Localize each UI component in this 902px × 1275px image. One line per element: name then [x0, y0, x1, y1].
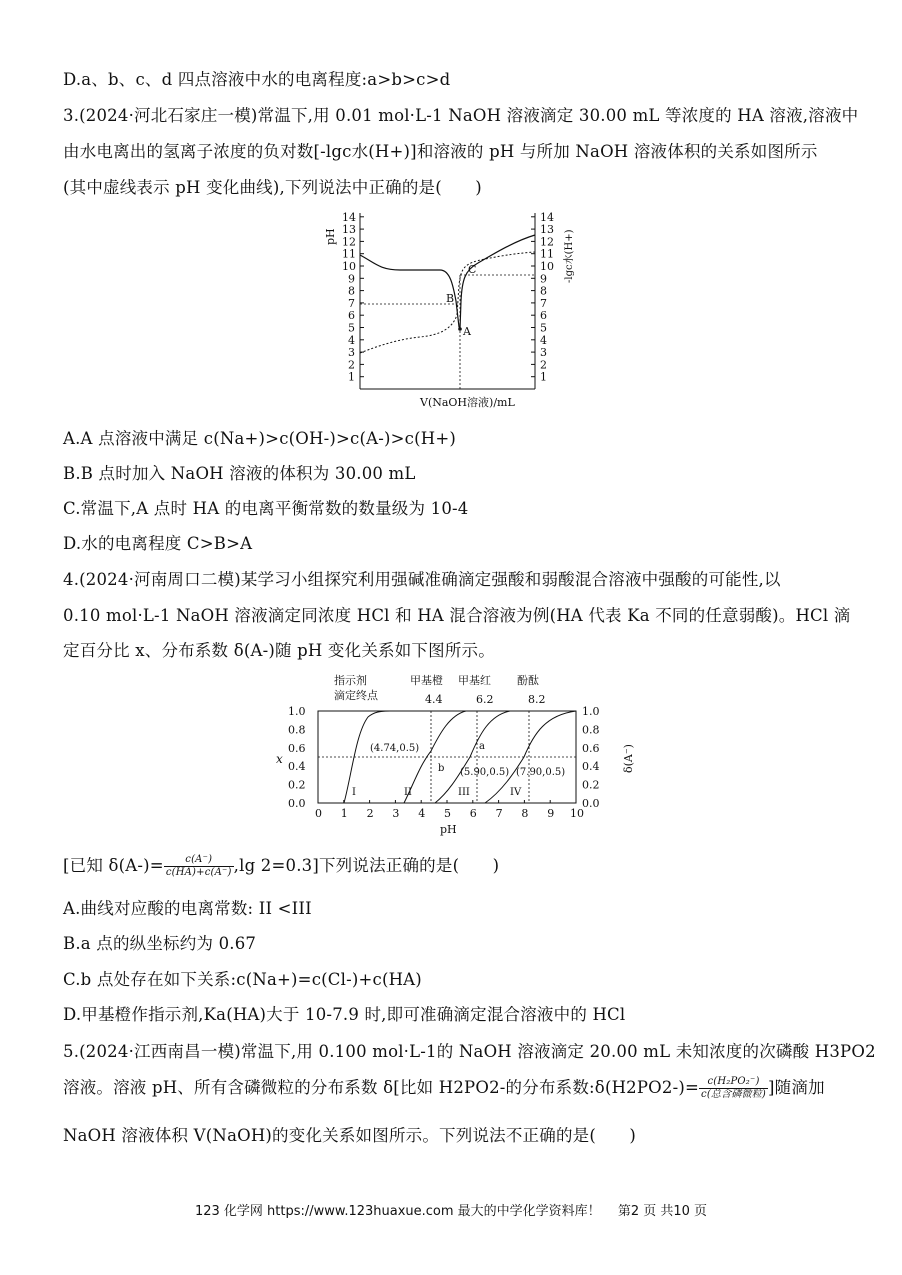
q5-line3: NaOH 溶液体积 V(NaOH)的变化关系如图所示。下列说法不正确的是( )	[63, 1126, 637, 1145]
q4-option-b: B.a 点的纵坐标约为 0.67	[63, 934, 257, 953]
chart2-xtick-label: 8	[521, 807, 529, 820]
chart2-ylabel-left: x	[276, 752, 283, 766]
q4-line2: 0.10 mol·L-1 NaOH 溶液滴定同浓度 HCl 和 HA 混合溶液为例(HA 代表 Ka 不同的任意弱酸)。HCl 滴	[63, 606, 851, 625]
chart2-xtick-label: 1	[340, 807, 348, 820]
annot-3: (7.90,0.5)	[516, 767, 566, 778]
label-A: A	[463, 325, 471, 338]
chart1-tick-label-left: 10	[342, 260, 356, 273]
chart1-tick-label-left: 5	[348, 321, 355, 335]
chart1-ylabel-right: -lgc水(H+)	[564, 229, 575, 283]
water-ionization-curve	[360, 235, 535, 329]
chart1-tick-label-right: 14	[540, 210, 554, 224]
chart1-tick-label-right: 8	[540, 284, 547, 298]
chart1-tick-label-right: 1	[540, 370, 547, 384]
chart2-indicator: 指示剂	[334, 674, 367, 687]
chart1-tick-label-left: 8	[348, 284, 355, 298]
annot-1: (4.74,0.5)	[370, 743, 420, 754]
chart1-tick-label-left: 2	[348, 358, 355, 372]
chart1-tick-label-right: 6	[540, 309, 547, 323]
chart1-tick-label-right: 3	[540, 346, 547, 360]
chart1-tick-label-right: 13	[540, 223, 554, 237]
chart1-tick-label-left: 14	[342, 210, 356, 224]
q3-option-b: B.B 点时加入 NaOH 溶液的体积为 30.00 mL	[63, 464, 416, 483]
curve-label-I: I	[352, 787, 356, 798]
q3-option-c: C.常温下,A 点时 HA 的电离平衡常数的数量级为 10-4	[63, 499, 469, 518]
q3-option-a: A.A 点溶液中满足 c(Na+)>c(OH-)>c(A-)>c(H+)	[63, 429, 457, 448]
chart2-ytick-right: 0.0	[582, 797, 600, 810]
chart2-xtick-label: 0	[315, 807, 322, 820]
q4-line1: 4.(2024·河南周口二模)某学习小组探究利用强碱准确滴定强酸和弱酸混合溶液中强酸的可能性,以	[63, 570, 781, 589]
chart2-mr-v: 6.2	[476, 693, 494, 706]
chart1-tick-label-left: 12	[342, 235, 356, 249]
chart1-tick-label-left: 6	[348, 309, 355, 323]
curve-label-IV: IV	[510, 787, 522, 798]
chart2-mr: 甲基红	[458, 674, 491, 687]
chart1-tick-label-left: 1	[348, 370, 355, 384]
q4-line3: 定百分比 x、分布系数 δ(A-)随 pH 变化关系如下图所示。	[63, 641, 495, 660]
chart1-tick-label-right: 9	[540, 272, 547, 286]
q3-line2: 由水电离出的氢离子浓度的负对数[-lgc水(H+)]和溶液的 pH 与所加 NaOH 溶液体积的关系如图所示	[63, 142, 818, 161]
page-footer: 123 化学网 https://www.123huaxue.com 最大的中学化学资料库！ 第2 页 共10 页	[194, 1204, 708, 1219]
chart1-xlabel: V(NaOH溶液)/mL	[420, 396, 515, 409]
chart1-tick-label-left: 4	[348, 333, 355, 347]
chart2-mo: 甲基橙	[410, 674, 443, 687]
label-C: C	[468, 263, 477, 276]
chart2-ytick-right: 0.2	[582, 778, 600, 792]
distribution-chart-2	[270, 673, 640, 841]
chart2-xtick-label: 5	[444, 807, 451, 820]
titration-chart-1	[320, 205, 590, 417]
chart2-ytick-left: 0.6	[288, 741, 306, 755]
chart2-xtick-label: 7	[495, 807, 503, 820]
q3-option-d: D.水的电离程度 C>B>A	[63, 534, 253, 553]
chart2-xtick-label: 9	[547, 807, 555, 820]
chart2-mo-v: 4.4	[425, 693, 443, 706]
chart1-tick-label-right: 12	[540, 235, 554, 249]
chart1-tick-label-right: 5	[540, 321, 547, 335]
annot-a: a	[479, 741, 485, 752]
chart1-tick-label-right: 7	[540, 296, 547, 310]
chart1-tick-label-left: 11	[342, 247, 356, 261]
chart2-ytick-right: 0.6	[582, 741, 600, 755]
prev-option-d: D.a、b、c、d 四点溶液中水的电离程度:a>b>c>d	[63, 70, 451, 89]
chart1-ylabel-left: pH	[324, 228, 337, 245]
chart2-xlabel: pH	[440, 823, 457, 836]
chart1-tick-label-left: 9	[348, 272, 355, 286]
annot-b: b	[438, 763, 445, 774]
chart2-ytick-right: 0.8	[582, 723, 600, 737]
q4-option-a: A.曲线对应酸的电离常数: II <III	[63, 899, 312, 918]
chart1-tick-label-left: 13	[342, 223, 356, 237]
chart1-tick-label-right: 11	[540, 247, 554, 261]
chart2-ytick-left: 0.8	[288, 723, 306, 737]
q5-line2: 溶液。溶液 pH、所有含磷微粒的分布系数 δ[比如 H2PO2-的分布系数:δ(H2PO2-)= $\frac{\text{c(H₂PO₂⁻)}}{\text{c(总含磷微粒)}}$ ]随滴加	[63, 1076, 825, 1100]
q3-line3: (其中虚线表示 pH 变化曲线),下列说法中正确的是( )	[63, 178, 482, 197]
chart2-xtick-label: 4	[418, 807, 426, 820]
chart2-ytick-right: 0.4	[582, 760, 600, 774]
chart2-ytick-left: 0.0	[288, 797, 306, 810]
q4-option-d: D.甲基橙作指示剂,Ka(HA)大于 10-7.9 时,即可准确滴定混合溶液中的 HCl	[63, 1005, 626, 1024]
point-A	[458, 327, 462, 331]
q4-option-c: C.b 点处存在如下关系:c(Na+)=c(Cl-)+c(HA)	[63, 970, 422, 989]
chart2-xtick-label: 3	[392, 807, 400, 820]
q4-given: [已知 δ(A-)= $\frac{c(A^-)}{c(HA)+c(A^-)}$ ,lg 2=0.3]下列说法正确的是( )	[63, 854, 500, 878]
chart1-tick-label-right: 2	[540, 358, 547, 372]
chart2-ytick-left: 1.0	[288, 705, 306, 718]
chart2-ylabel-right: δ(A⁻)	[622, 744, 635, 773]
curve-label-III: III	[458, 787, 470, 798]
chart2-pp-v: 8.2	[528, 693, 546, 706]
q3-line1: 3.(2024·河北石家庄一模)常温下,用 0.01 mol·L-1 NaOH 溶液滴定 30.00 mL 等浓度的 HA 溶液,溶液中	[63, 106, 859, 125]
chart2-xtick-label: 10	[570, 807, 584, 820]
chart2-endpoint: 滴定终点	[334, 689, 378, 702]
curve-label-II: II	[404, 787, 412, 798]
chart2-ytick-left: 0.4	[288, 760, 306, 774]
annot-2: (5.90,0.5)	[460, 767, 510, 778]
chart1-tick-label-left: 7	[348, 296, 355, 310]
q5-line1: 5.(2024·江西南昌一模)常温下,用 0.100 mol·L-1的 NaOH 溶液滴定 20.00 mL 未知浓度的次磷酸 H3PO2	[63, 1042, 876, 1061]
chart2-xtick-label: 6	[469, 807, 477, 820]
chart1-tick-label-right: 10	[540, 260, 554, 273]
chart1-tick-label-right: 4	[540, 333, 547, 347]
chart2-ytick-left: 0.2	[288, 778, 306, 792]
chart1-tick-label-left: 3	[348, 346, 355, 360]
chart2-xtick-label: 2	[366, 807, 374, 820]
chart2-ytick-right: 1.0	[582, 705, 600, 718]
label-B: B	[446, 292, 455, 305]
chart2-pp: 酚酞	[517, 674, 539, 687]
